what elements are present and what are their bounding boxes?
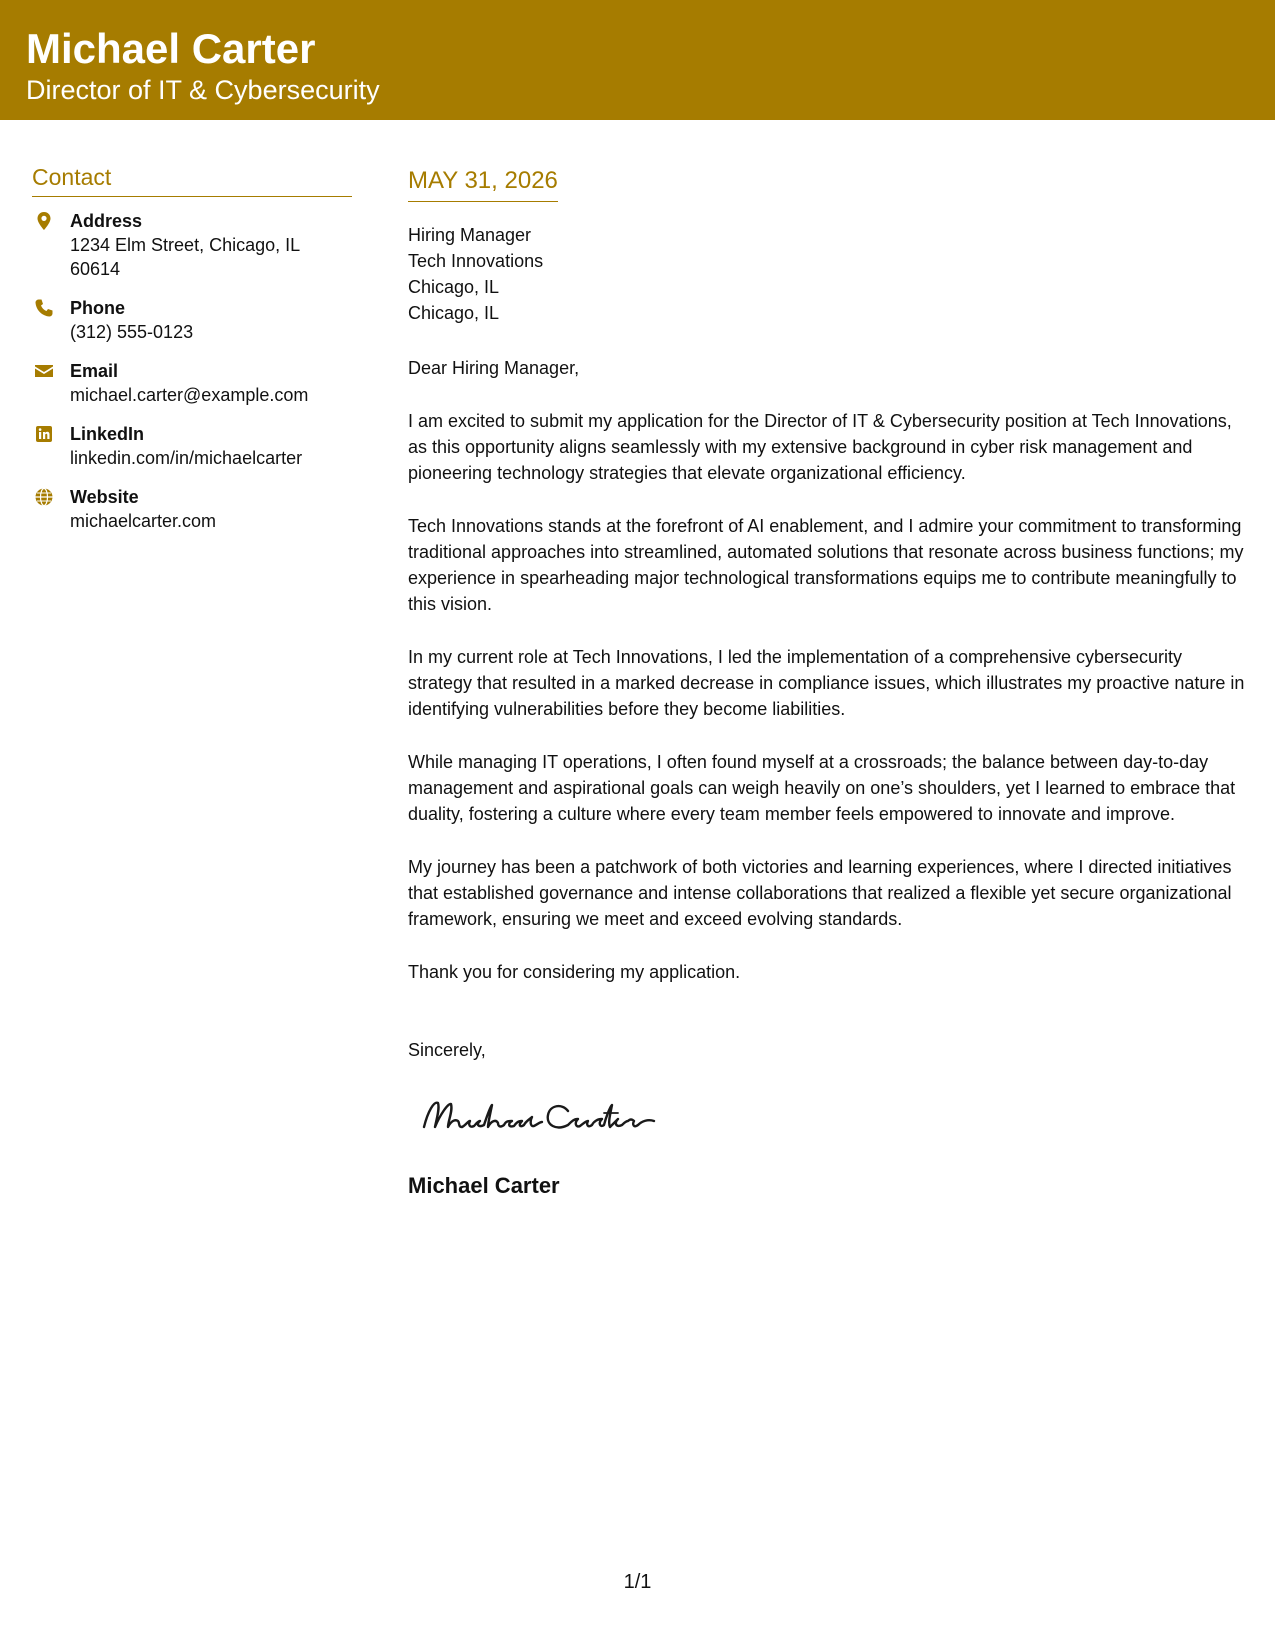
letter-date: MAY 31, 2026 bbox=[408, 164, 558, 202]
header-banner bbox=[0, 0, 1275, 120]
letter-paragraph: While managing IT operations, I often found myself at a crossroads; the balance between day-to-day management and aspirational goals can weigh heavily on one’s shoulders, yet I learned to embrace that duality, fostering a culture where every team member feels empowered to innovate and improve. bbox=[408, 752, 1236, 824]
contact-label: LinkedIn bbox=[70, 424, 145, 444]
letter-paragraph: I am excited to submit my application for the Director of IT & Cybersecurity position at Tech Innovations, as this opportunity aligns seamlessly with my extensive background in cyber risk management and pioneering technology strategies that elevate organizational efficiency. bbox=[408, 411, 1232, 483]
recipient-line: Tech Innovations bbox=[408, 251, 544, 271]
recipient-line: Chicago, IL bbox=[408, 303, 500, 323]
contact-item-phone bbox=[32, 296, 352, 344]
contact-item-email bbox=[32, 359, 352, 407]
contact-item-linkedin bbox=[32, 422, 352, 470]
contact-label: Website bbox=[70, 487, 139, 507]
letter-body bbox=[408, 164, 1248, 1201]
signed-name: Michael Carter bbox=[408, 1173, 560, 1198]
letter-paragraph: My journey has been a patchwork of both victories and learning experiences, where I directed initiatives that established governance and intense collaborations that realized a flexible yet secure organizational framework, ensuring we meet and exceed evolving standards. bbox=[408, 857, 1232, 929]
contact-label: Address bbox=[70, 211, 143, 231]
recipient-line: Chicago, IL bbox=[408, 277, 500, 297]
contact-value-phone: (312) 555-0123 bbox=[70, 322, 194, 342]
salutation: Dear Hiring Manager, bbox=[408, 358, 580, 378]
contact-heading: Contact bbox=[32, 160, 352, 197]
contact-label: Email bbox=[70, 361, 119, 381]
closing-thanks: Thank you for considering my application. bbox=[408, 962, 741, 982]
contact-sidebar bbox=[32, 160, 352, 548]
contact-value-address: 1234 Elm Street, Chicago, IL 60614 bbox=[70, 235, 300, 279]
contact-value-email[interactable]: michael.carter@example.com bbox=[70, 385, 309, 405]
phone-icon bbox=[34, 298, 54, 318]
contact-value-website[interactable]: michaelcarter.com bbox=[70, 511, 217, 531]
letter-paragraph: In my current role at Tech Innovations, I led the implementation of a comprehensive cybersecurity strategy that resulted in a marked decrease in compliance issues, which illustrates my proactive nature in identifying vulnerabilities before they become liabilities. bbox=[408, 647, 1245, 719]
applicant-title: Director of IT & Cybersecurity bbox=[26, 75, 380, 105]
recipient-block bbox=[408, 222, 1248, 326]
page-number: 1/1 bbox=[623, 1571, 652, 1593]
handwritten-signature bbox=[418, 1091, 678, 1141]
map-pin-icon bbox=[34, 211, 54, 231]
contact-item-website bbox=[32, 485, 352, 533]
contact-label: Phone bbox=[70, 298, 126, 318]
contact-item-address bbox=[32, 209, 352, 281]
linkedin-icon bbox=[34, 424, 54, 444]
recipient-line: Hiring Manager bbox=[408, 225, 532, 245]
letter-paragraph: Tech Innovations stands at the forefront of AI enablement, and I admire your commitment to transforming traditional approaches into streamlined, automated solutions that resonate across business functions; my experience in spearheading major technological transformations equips me to contribute meaningfully to this vision. bbox=[408, 516, 1244, 614]
globe-icon bbox=[34, 487, 54, 507]
sign-off: Sincerely, bbox=[408, 1040, 486, 1060]
contact-value-linkedin[interactable]: linkedin.com/in/michaelcarter bbox=[70, 448, 303, 468]
envelope-icon bbox=[34, 361, 54, 381]
applicant-name: Michael Carter bbox=[26, 25, 316, 72]
